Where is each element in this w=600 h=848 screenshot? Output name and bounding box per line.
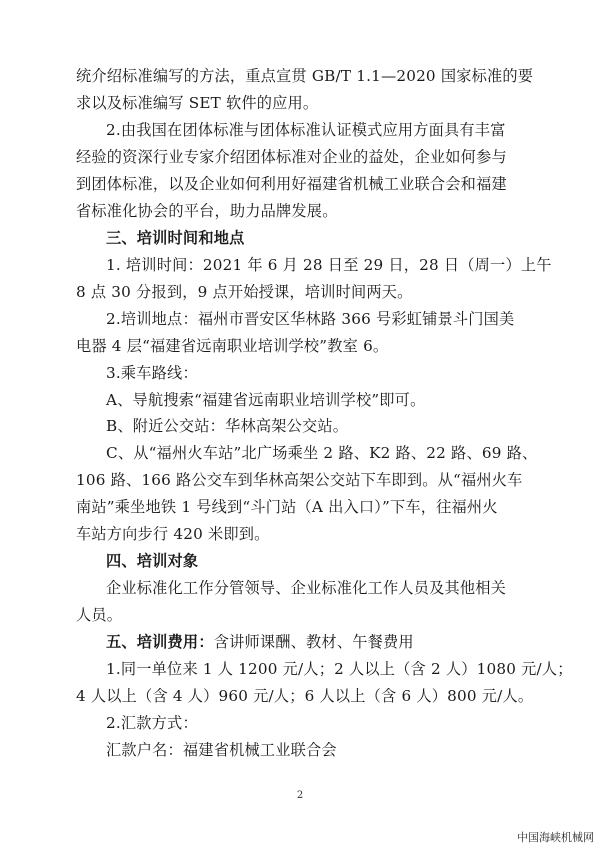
line-text: 2.由我国在团体标准与团体标准认证模式应用方面具有丰富 xyxy=(106,121,506,139)
line-text: 经验的资深行业专家介绍团体标准对企业的益处，企业如何参与 xyxy=(76,148,507,166)
line-text: 1. 培训时间：2021 年 6 月 28 日至 29 日，28 日（周一）上午 xyxy=(106,256,552,274)
line-text: 企业标准化工作分管领导、企业标准化工作人员及其他相关 xyxy=(106,579,507,597)
line-text: B、附近公交站：华林高架公交站。 xyxy=(106,417,349,435)
body-line xyxy=(106,713,536,733)
body-line xyxy=(106,659,573,679)
line-text: 五、培训费用： xyxy=(106,633,214,651)
body-line xyxy=(106,740,536,760)
line-text: 省标准化协会的平台，助力品牌发展。 xyxy=(76,202,338,220)
body-line xyxy=(106,363,536,383)
body-line xyxy=(76,470,536,490)
page-number: 2 xyxy=(296,790,304,801)
body-line xyxy=(76,282,536,302)
line-text: 2.汇款方式： xyxy=(106,714,198,732)
line-text: 106 路、166 路公交车到华林高架公交站下车即到。从“福州火车 xyxy=(76,471,523,489)
body-line xyxy=(106,578,536,598)
line-text: C、从“福州火车站”北广场乘坐 2 路、K2 路、22 路、69 路、 xyxy=(106,444,538,462)
body-line xyxy=(76,336,536,356)
body-line xyxy=(106,255,552,275)
line-text: 求以及标准编写 SET 软件的应用。 xyxy=(76,94,319,112)
line-text: 三、培训时间和地点 xyxy=(106,229,245,247)
line-text: 四、培训对象 xyxy=(106,552,199,570)
site-watermark: 中国海峡机械网 xyxy=(517,831,594,844)
body-line xyxy=(76,174,536,194)
line-text: 汇款户名：福建省机械工业联合会 xyxy=(106,741,337,759)
section-heading xyxy=(106,228,536,248)
body-line xyxy=(76,201,536,221)
line-text: 到团体标准，以及企业如何利用好福建省机械工业联合会和福建 xyxy=(76,175,507,193)
line-text: A、导航搜索“福建省远南职业培训学校”即可。 xyxy=(106,391,426,409)
body-line xyxy=(76,147,536,167)
line-text: 统介绍标准编写的方法，重点宣贯 GB/T 1.1—2020 国家标准的要 xyxy=(76,67,534,85)
line-text: 南站”乘坐地铁 1 号线到“斗门站（A 出入口）”下车，往福州火 xyxy=(76,498,498,516)
line-text: 1.同一单位来 1 人 1200 元/人；2 人以上（含 2 人）1080 元/人； xyxy=(106,660,573,678)
body-line xyxy=(76,497,536,517)
line-text: 车站方向步行 420 米即到。 xyxy=(76,525,270,543)
body-line xyxy=(106,309,536,329)
body-line xyxy=(106,120,536,140)
body-line xyxy=(106,416,536,436)
section-heading xyxy=(106,551,536,571)
body-line xyxy=(106,443,536,463)
line-text: 3.乘车路线： xyxy=(106,364,198,382)
body-line xyxy=(76,66,536,86)
section-heading xyxy=(106,632,536,652)
line-text: 2.培训地点：福州市晋安区华林路 366 号彩虹铺景斗门国美 xyxy=(106,310,515,328)
body-line xyxy=(76,93,536,113)
line-text: 8 点 30 分报到，9 点开始授课，培训时间两天。 xyxy=(76,283,413,301)
body-line xyxy=(76,605,536,625)
body-line xyxy=(106,390,536,410)
body-line xyxy=(76,686,536,706)
line-text: 人员。 xyxy=(76,606,123,624)
line-suffix: 含讲师课酬、教材、午餐费用 xyxy=(213,633,414,651)
line-text: 4 人以上（含 4 人）960 元/人；6 人以上（含 6 人）800 元/人。 xyxy=(76,687,534,705)
body-line xyxy=(76,524,536,544)
line-text: 电器 4 层“福建省远南职业培训学校”教室 6。 xyxy=(76,337,389,355)
